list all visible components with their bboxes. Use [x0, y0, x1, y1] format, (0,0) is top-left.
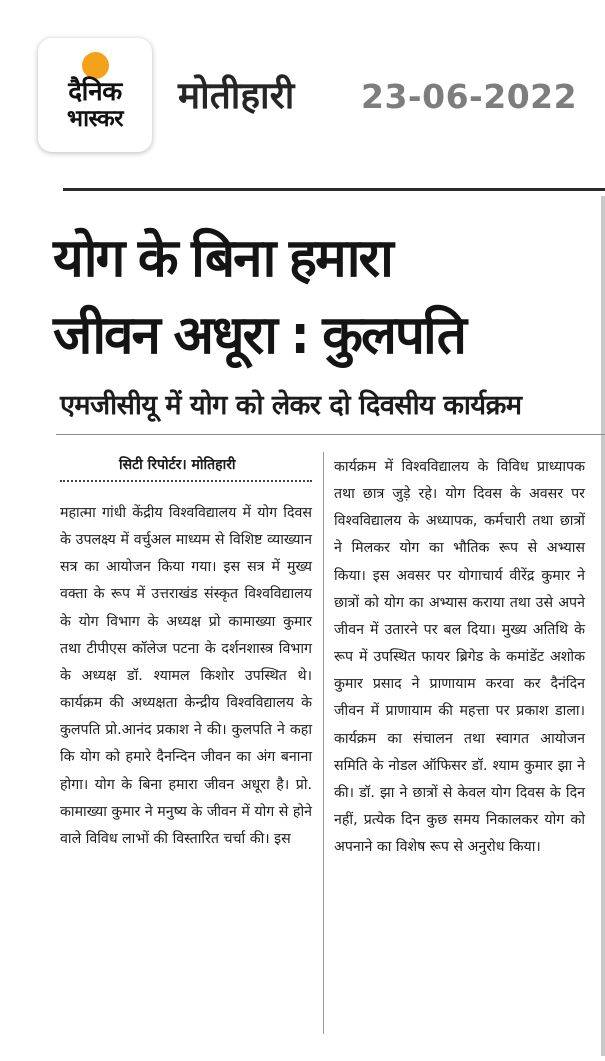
logo-text-line1: दैनिक	[68, 77, 122, 107]
edition-date: 23-06-2022	[361, 77, 578, 116]
column-divider	[323, 452, 324, 1034]
edition-city: मोतीहारी	[178, 74, 295, 117]
article-column-1: महात्मा गांधी केंद्रीय विश्वविद्यालय में योग दिवस के उपलक्ष्य में वर्चुअल माध्यम से विशिष्ट व्याख्यान सत्र का आयोजन किया गया। इस सत्र में मुख्य वक्ता के रूप में उत्तराखंड संस्कृत विश्वविद्यालय के योग विभाग के अध्यक्ष प्रो कामाख्या कुमार तथा टीपीएस कॉलेज पटना के दर्शनशास्त्र विभाग के अध्यक्ष डॉ. श्यामल किशोर उपस्थित थे। कार्यक्रम की अध्यक्षता केन्द्रीय विश्वविद्यालय के कुलपति प्रो.आनंद प्रकाश ने की। कुलपति ने कहा कि योग को हमारे दैनन्दिन जीवन का अंग बनाना होगा। योग के बिना हमारा जीवन अधूरा है। प्रो. कामाख्या कुमार ने मनुष्य के जीवन में योग से होने वाले विविध लाभों की विस्तारित चर्चा की। इस	[60, 505, 312, 847]
newspaper-logo	[38, 38, 152, 152]
sun-icon	[82, 52, 109, 79]
headline-line-2: जीवन अधूरा : कुलपति	[53, 305, 465, 366]
page-edge-line	[601, 196, 605, 1056]
subhead-divider	[56, 434, 605, 435]
top-divider	[63, 188, 605, 191]
article-column-2: कार्यक्रम में विश्वविद्यालय के विविध प्राध्यापक तथा छात्र जुड़े रहे। योग दिवस के अवसर पर विश्वविद्यालय के अध्यापक, कर्मचारी तथा छात्रों ने मिलकर योग का भौतिक रूप से अभ्यास किया। इस अवसर पर योगाचार्य वीरेंद्र कुमार ने छात्रों को योग का अभ्यास कराया तथा उसे अपने जीवन में उतारने पर बल दिया। मुख्य अतिथि के रूप में उपस्थित फायर ब्रिगेड के कमांडेंट अशोक कुमार प्रसाद ने प्राणायाम करवा कर दैनंदिन जीवन में प्राणायाम की महत्ता पर प्रकाश डाला। कार्यक्रम का संचालन तथा स्वागत आयोजन समिति के नोडल ऑफिसर डॉ. श्याम कुमार झा ने की। डॉ. झा ने छात्रों से केवल योग दिवस के दिन नहीं, प्रत्येक दिन कुछ समय निकालकर योग को अपनाने का विशेष रूप से अनुरोध किया।	[334, 459, 585, 856]
byline: सिटी रिपोर्टर। मोतिहारी	[119, 457, 236, 473]
subheadline: एमजीसीयू में योग को लेकर दो दिवसीय कार्यक्रम	[60, 390, 522, 421]
byline-dotted-rule	[60, 480, 312, 482]
logo-text-line2: भास्कर	[66, 106, 124, 132]
headline-line-1: योग के बिना हमारा	[53, 228, 392, 289]
